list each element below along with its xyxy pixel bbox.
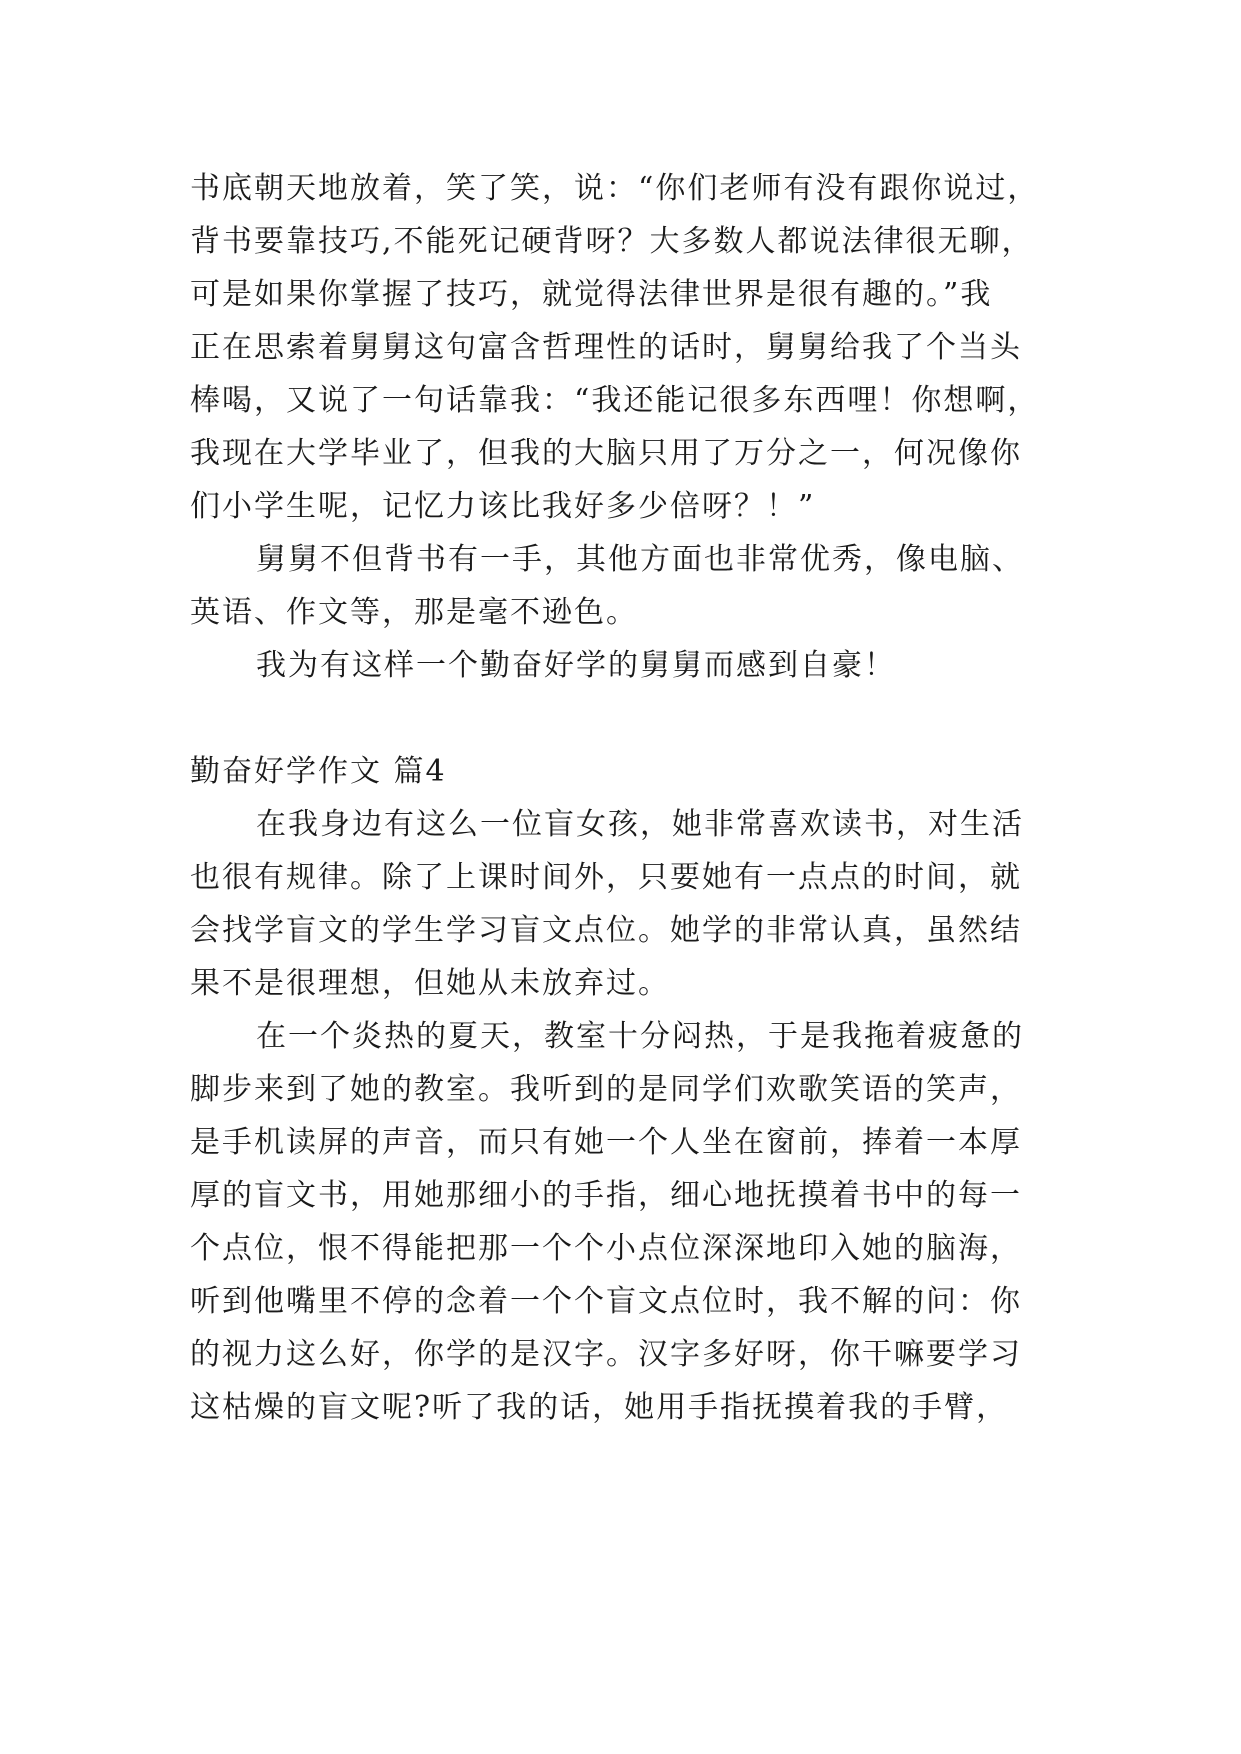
text-line: 在一个炎热的夏天，教室十分闷热，于是我拖着疲惫的 xyxy=(256,1019,1024,1054)
section-title: 勤奋好学作文 篇4 xyxy=(190,754,447,789)
paragraph-continued xyxy=(190,162,1090,533)
text-line: 是手机读屏的声音，而只有她一个人坐在窗前，捧着一本厚 xyxy=(190,1125,1022,1160)
text-line: 果不是很理想，但她从未放弃过。 xyxy=(190,966,670,1001)
text-line: 英语、作文等，那是毫不逊色。 xyxy=(190,595,638,630)
text-line: 棒喝，又说了一句话靠我：“我还能记很多东西哩！你想啊， xyxy=(190,383,1040,418)
text-line: 听到他嘴里不停的念着一个个盲文点位时，我不解的问：你 xyxy=(190,1284,1022,1319)
document-body xyxy=(190,162,1090,1434)
text-line: 我为有这样一个勤奋好学的舅舅而感到自豪！ xyxy=(256,648,896,683)
text-line: 也很有规律。除了上课时间外，只要她有一点点的时间，就 xyxy=(190,860,1022,895)
text-line: 个点位，恨不得能把那一个个小点位深深地印入她的脑海， xyxy=(190,1231,1022,1266)
text-line: 在我身边有这么一位盲女孩，她非常喜欢读书，对生活 xyxy=(256,807,1024,842)
paragraph xyxy=(190,1010,1090,1434)
text-line: 背书要靠技巧,不能死记硬背呀？大多数人都说法律很无聊， xyxy=(190,224,1034,259)
paragraph xyxy=(190,798,1090,1010)
text-line: 可是如果你掌握了技巧，就觉得法律世界是很有趣的。”我 xyxy=(190,277,993,312)
text-line: 们小学生呢，记忆力该比我好多少倍呀？！” xyxy=(190,489,816,524)
paragraph xyxy=(190,533,1090,639)
text-line: 这枯燥的盲文呢?听了我的话，她用手指抚摸着我的手臂， xyxy=(190,1390,1009,1425)
text-line: 的视力这么好，你学的是汉字。汉字多好呀，你干嘛要学习 xyxy=(190,1337,1022,1372)
text-line: 脚步来到了她的教室。我听到的是同学们欢歌笑语的笑声， xyxy=(190,1072,1022,1107)
section-gap xyxy=(190,692,1090,745)
text-line: 会找学盲文的学生学习盲文点位。她学的非常认真，虽然结 xyxy=(190,913,1022,948)
paragraph xyxy=(190,639,1090,692)
text-line: 厚的盲文书，用她那细小的手指，细心地抚摸着书中的每一 xyxy=(190,1178,1022,1213)
text-line: 正在思索着舅舅这句富含哲理性的话时，舅舅给我了个当头 xyxy=(190,330,1022,365)
text-line: 我现在大学毕业了，但我的大脑只用了万分之一，何况像你 xyxy=(190,436,1022,471)
text-line: 舅舅不但背书有一手，其他方面也非常优秀，像电脑、 xyxy=(256,542,1024,577)
text-line: 书底朝天地放着，笑了笑，说：“你们老师有没有跟你说过， xyxy=(190,171,1040,206)
